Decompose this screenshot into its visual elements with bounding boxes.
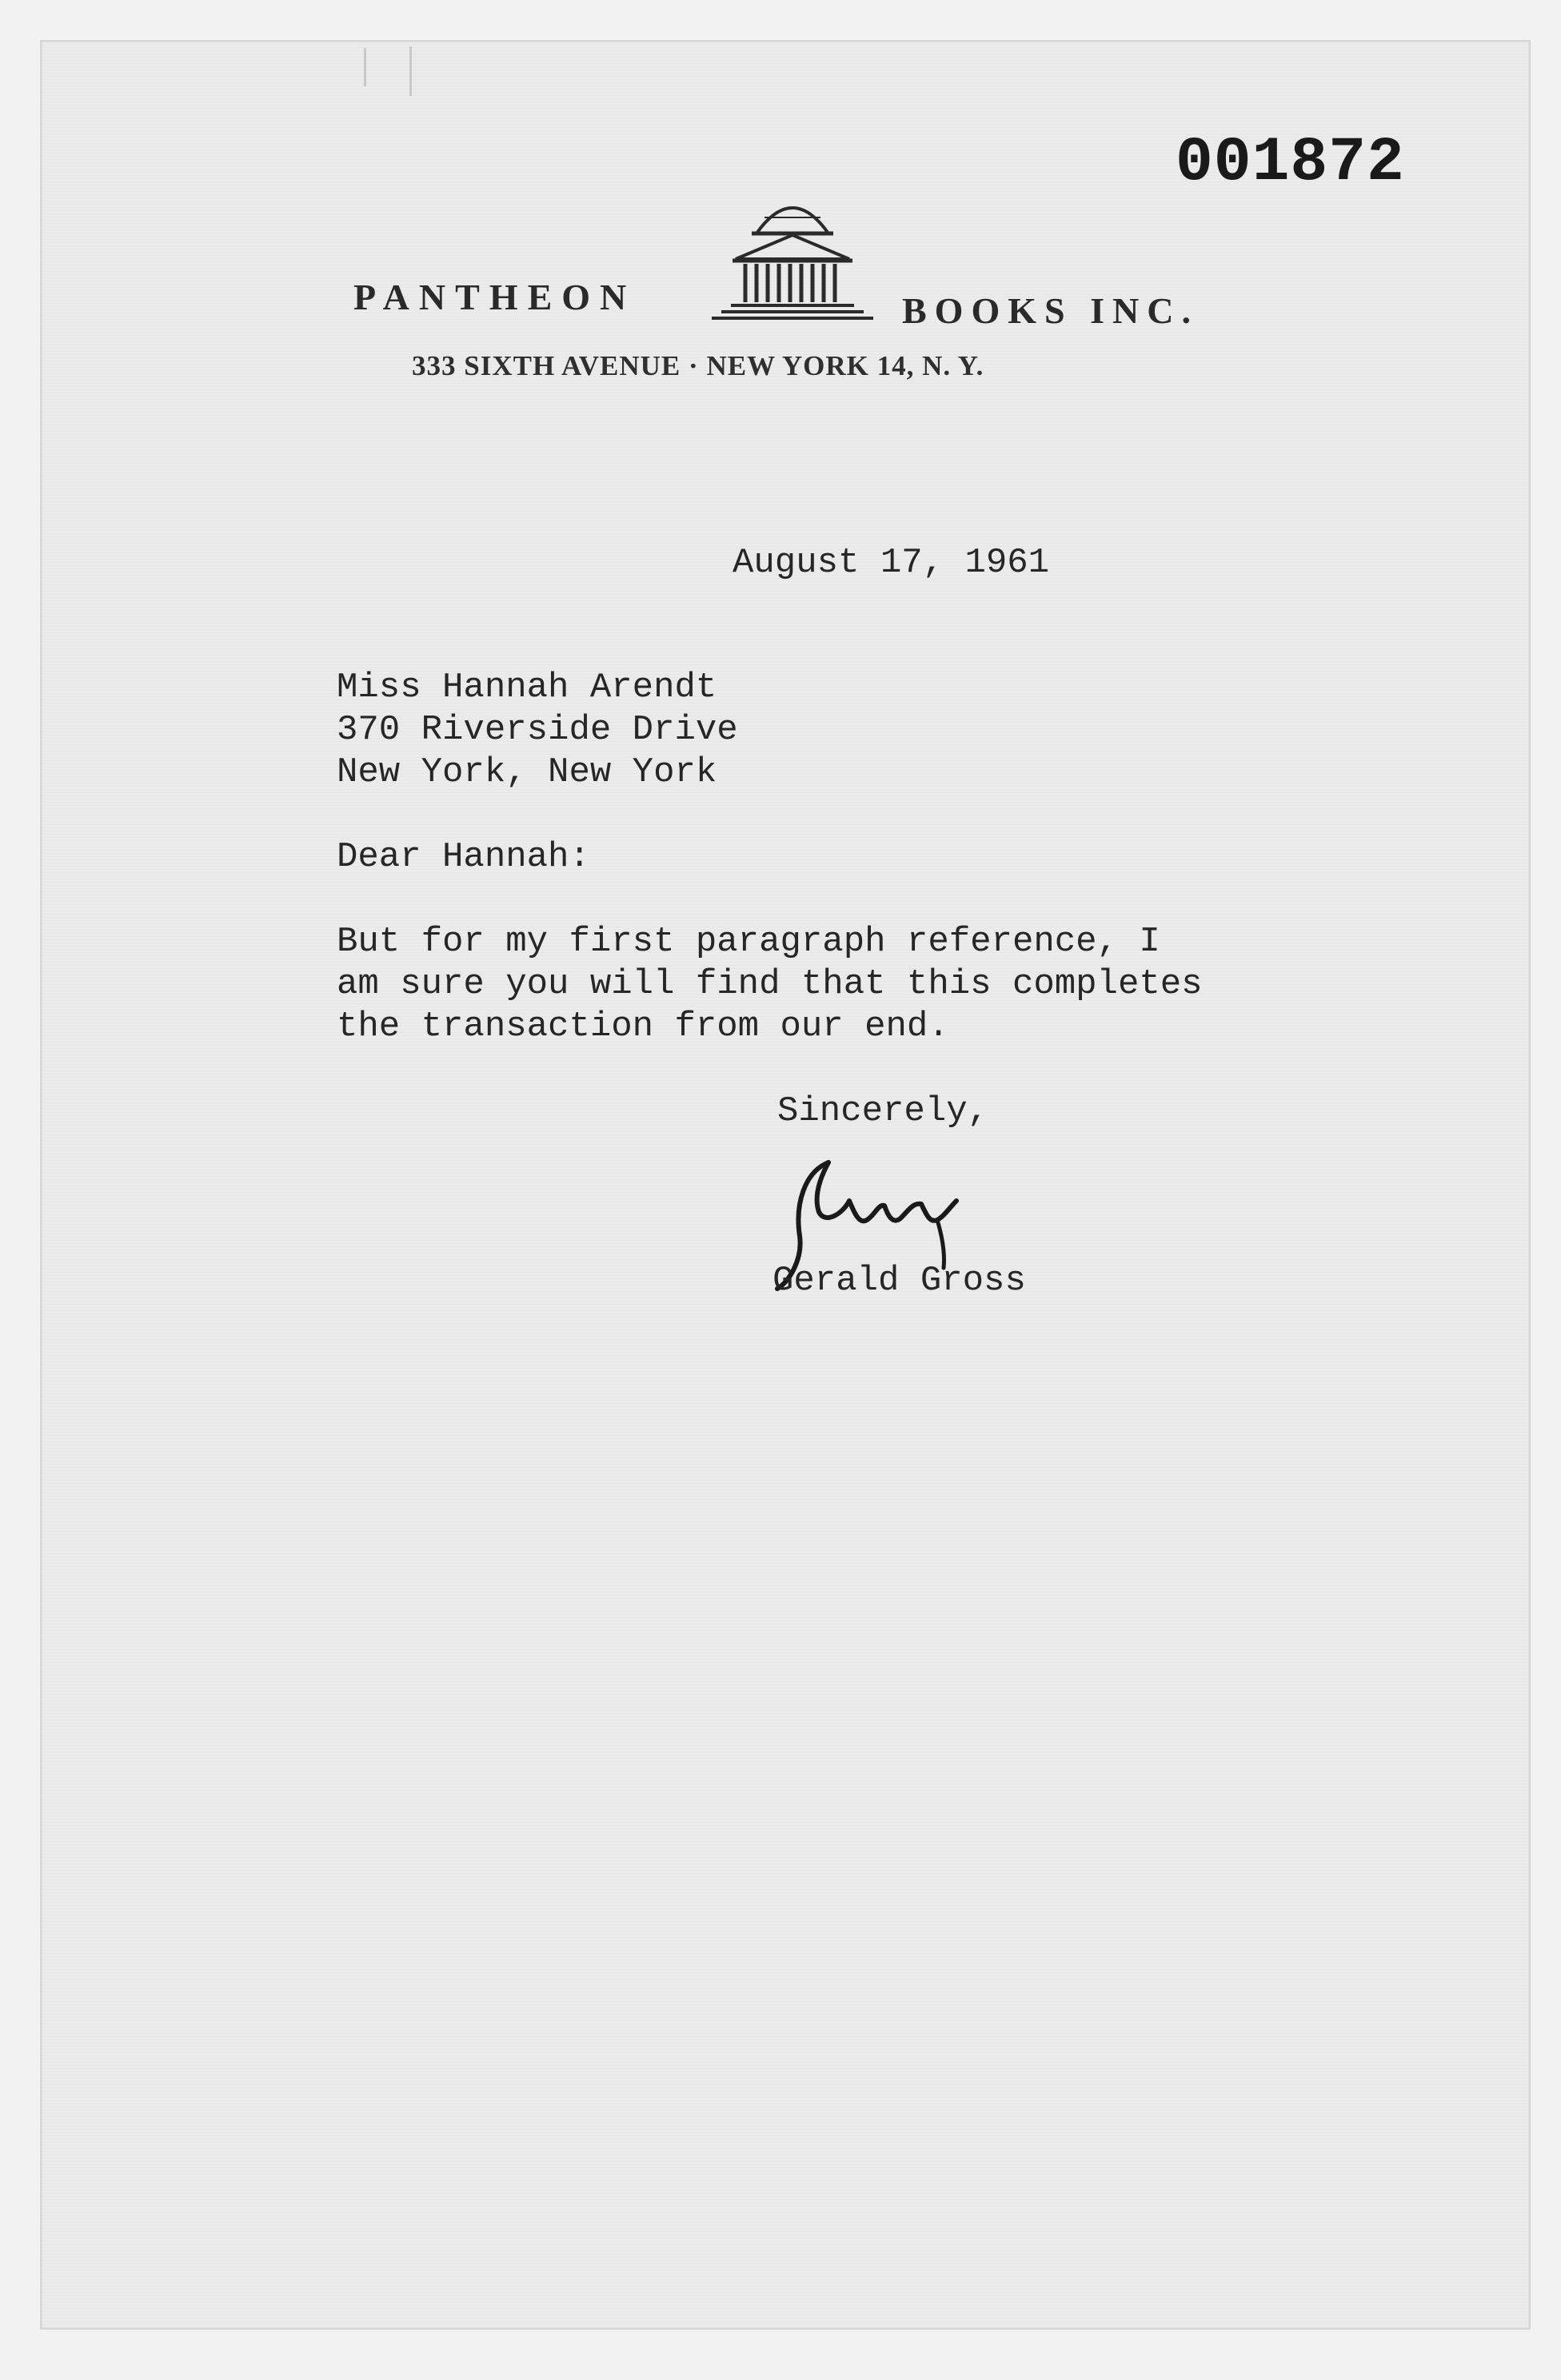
document-number: 001872 bbox=[1176, 128, 1405, 198]
salutation: Dear Hannah: bbox=[337, 837, 590, 877]
letterhead-name-right: BOOKS INC. bbox=[902, 290, 1199, 331]
body-line-2: am sure you will find that this completes bbox=[337, 964, 1203, 1004]
closing: Sincerely, bbox=[777, 1091, 989, 1131]
scan-mark-top-left-2 bbox=[409, 46, 412, 96]
body-line-3: the transaction from our end. bbox=[337, 1007, 949, 1046]
letterhead-name-left: PANTHEON bbox=[353, 277, 637, 317]
recipient-street: 370 Riverside Drive bbox=[337, 710, 738, 750]
letterhead-address: 333 SIXTH AVENUE · NEW YORK 14, N. Y. bbox=[412, 350, 984, 381]
scan-mark-top-left bbox=[364, 48, 366, 86]
pantheon-dome-icon bbox=[710, 185, 875, 326]
signer-name: Gerald Gross bbox=[773, 1261, 1026, 1301]
recipient-name: Miss Hannah Arendt bbox=[337, 668, 717, 708]
recipient-city: New York, New York bbox=[337, 752, 717, 792]
letter-date: August 17, 1961 bbox=[733, 543, 1050, 583]
body-line-1: But for my first paragraph reference, I bbox=[337, 922, 1160, 962]
